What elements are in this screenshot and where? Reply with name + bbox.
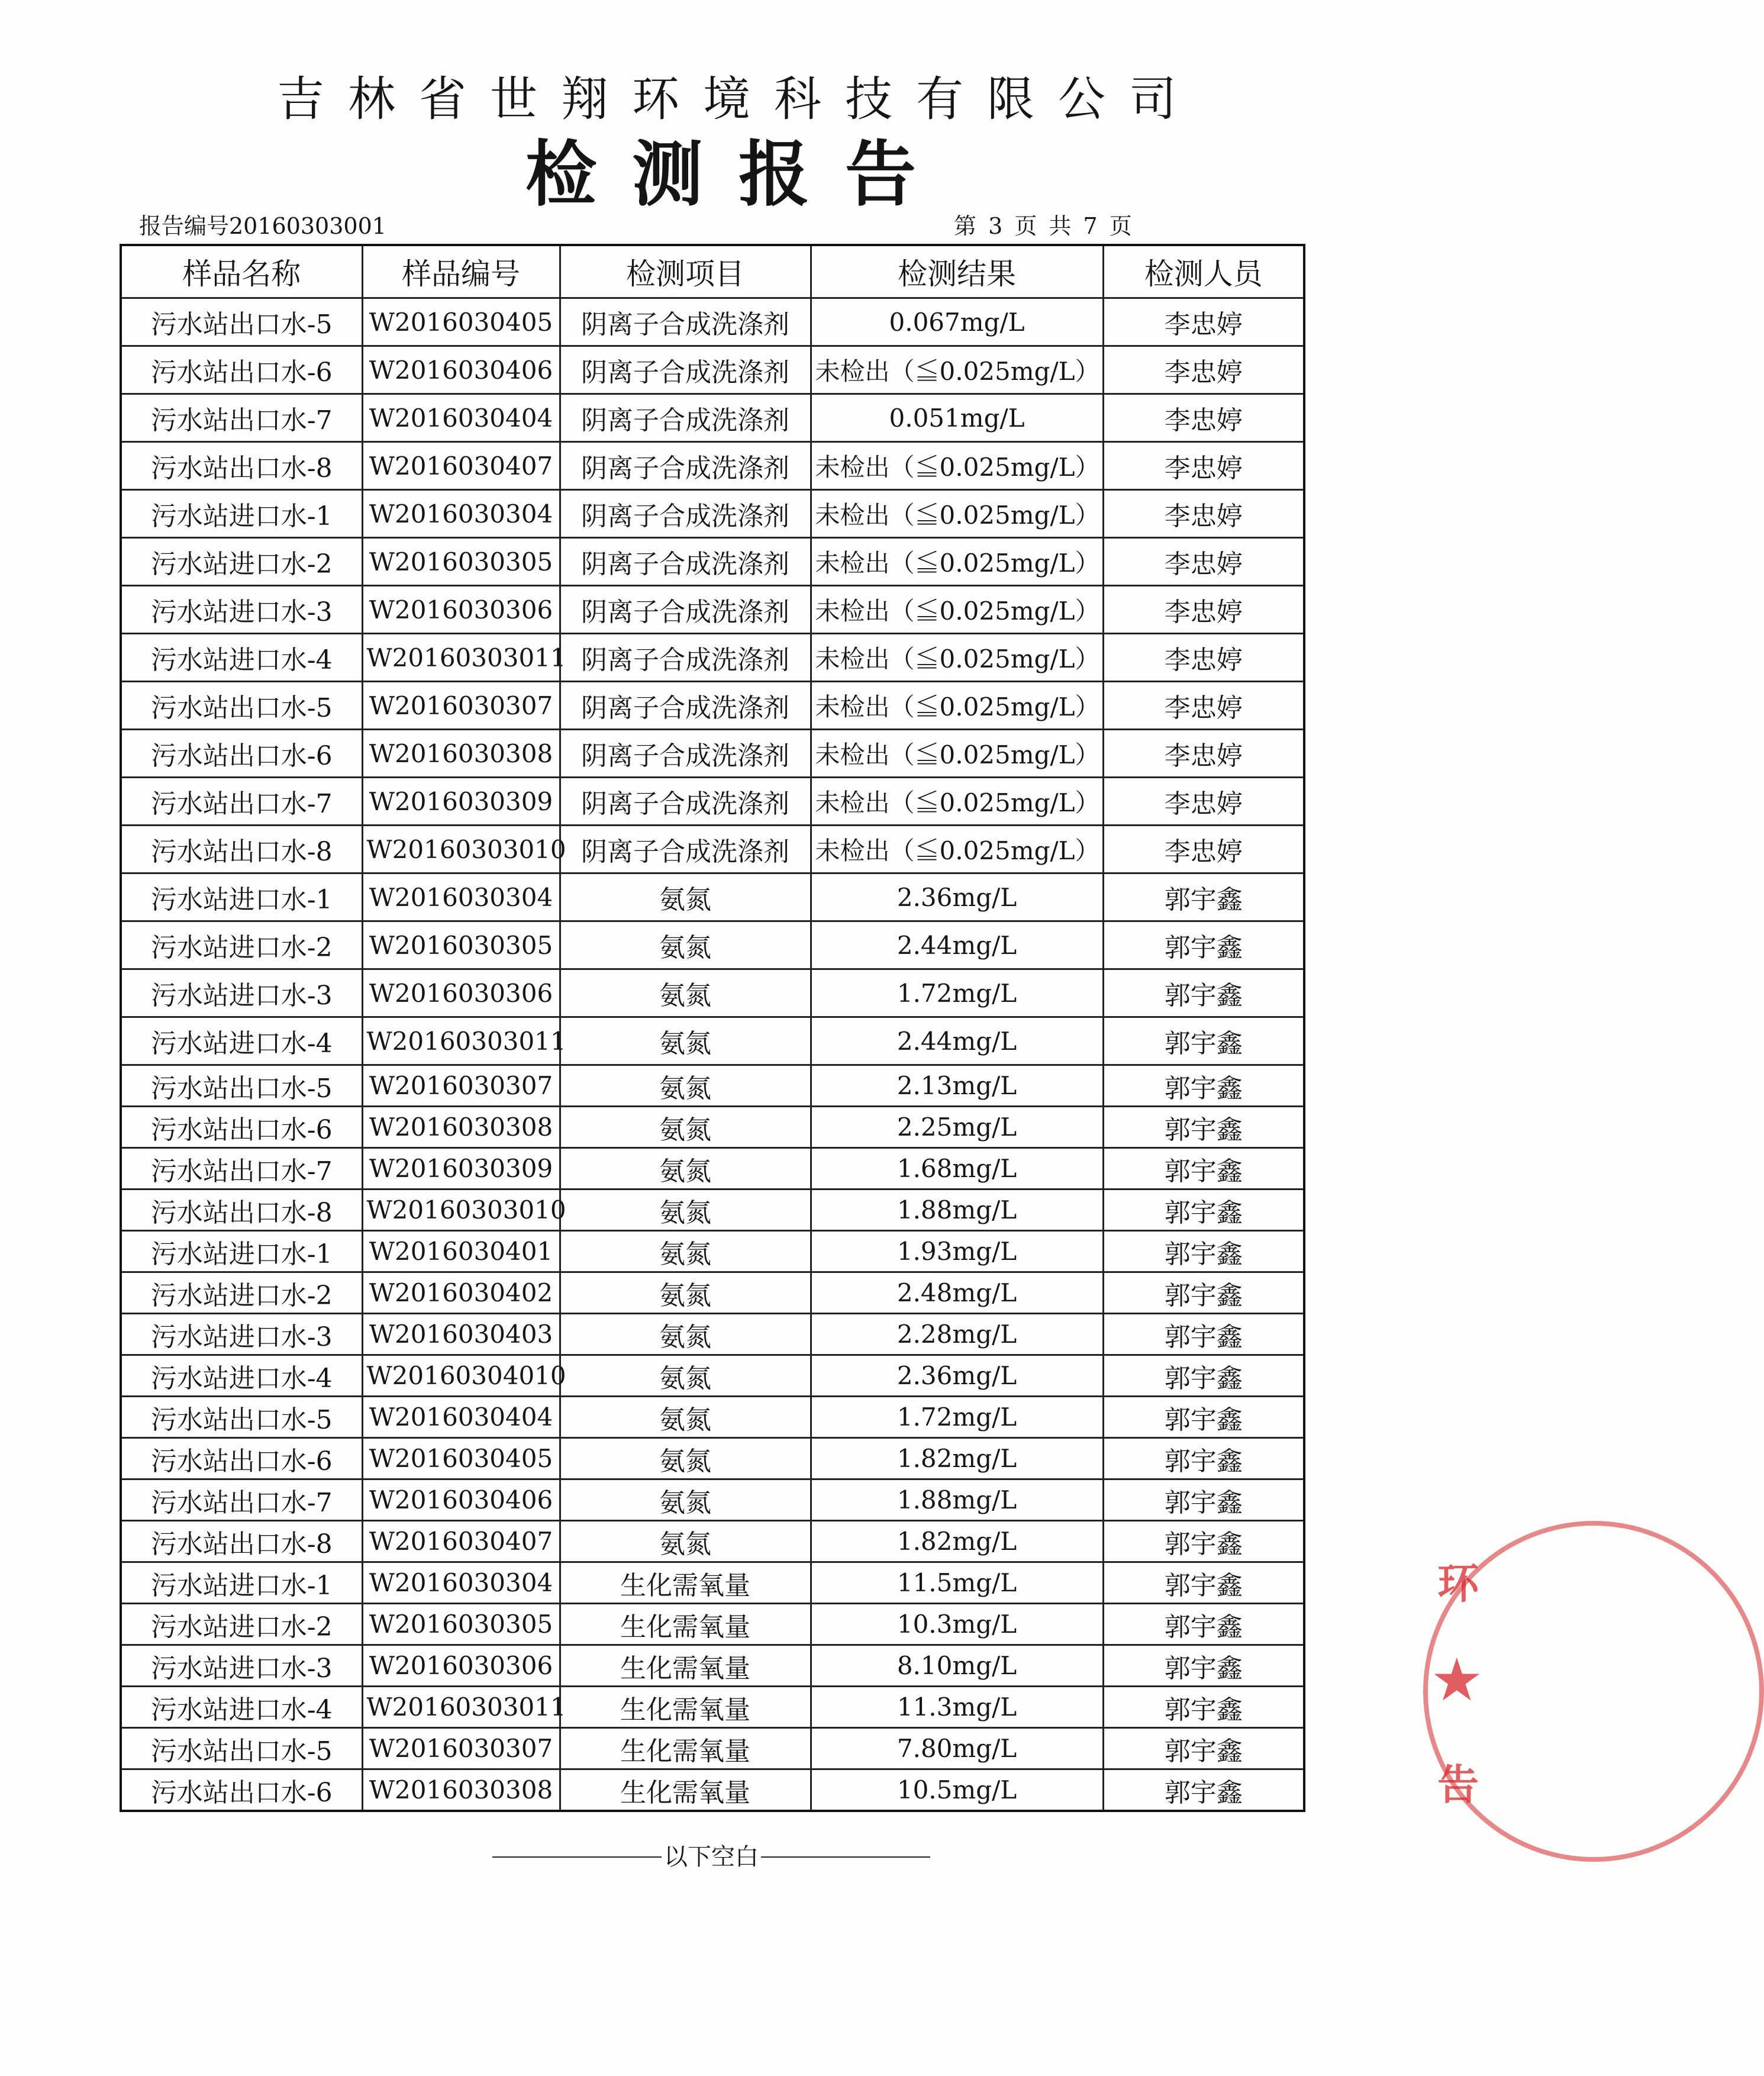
table-row: [121, 1604, 1304, 1645]
test-item-cell: 氨氮: [560, 1438, 811, 1479]
test-item-cell: 阴离子合成洗涤剂: [560, 394, 811, 442]
test-result-cell: 未检出（≦0.025mg/L）: [811, 826, 1103, 873]
test-result-cell: 2.48mg/L: [811, 1272, 1103, 1314]
table-row: [121, 1479, 1304, 1521]
test-result-cell: 10.5mg/L: [811, 1769, 1103, 1811]
test-item-cell: 生化需氧量: [560, 1687, 811, 1728]
tester-cell: 郭宇鑫: [1103, 1479, 1304, 1521]
table-row: [121, 586, 1304, 634]
test-result-cell: 0.067mg/L: [811, 298, 1103, 346]
sample-name-cell: 污水站进口水-2: [121, 1604, 362, 1645]
test-result-cell: 2.28mg/L: [811, 1314, 1103, 1355]
test-item-cell: 阴离子合成洗涤剂: [560, 586, 811, 634]
sample-id-cell: W20160303011: [362, 1017, 560, 1065]
sample-id-cell: W20160303010: [362, 826, 560, 873]
sample-id-cell: W2016030403: [362, 1314, 560, 1355]
test-result-cell: 未检出（≦0.025mg/L）: [811, 586, 1103, 634]
sample-name-cell: 污水站进口水-4: [121, 1687, 362, 1728]
sample-name-cell: 污水站进口水-3: [121, 586, 362, 634]
test-item-cell: 氨氮: [560, 1107, 811, 1148]
test-item-cell: 氨氮: [560, 873, 811, 921]
sample-id-cell: W20160303011: [362, 1687, 560, 1728]
tester-cell: 郭宇鑫: [1103, 1314, 1304, 1355]
table-row: [121, 1687, 1304, 1728]
table-row: [121, 1189, 1304, 1231]
tester-cell: 李忠婷: [1103, 682, 1304, 730]
table-row: [121, 1107, 1304, 1148]
test-item-cell: 生化需氧量: [560, 1562, 811, 1604]
test-result-cell: 2.36mg/L: [811, 1355, 1103, 1397]
blank-below-marker: [492, 1840, 930, 1874]
tester-cell: 郭宇鑫: [1103, 1231, 1304, 1272]
sample-id-cell: W2016030306: [362, 1645, 560, 1687]
table-row: [121, 634, 1304, 682]
company-seal-stamp: [1423, 1521, 1484, 1852]
test-item-cell: 氨氮: [560, 969, 811, 1017]
table-row: [121, 921, 1304, 969]
test-item-cell: 氨氮: [560, 1521, 811, 1562]
sample-id-cell: W20160304010: [362, 1355, 560, 1397]
tester-cell: 郭宇鑫: [1103, 1355, 1304, 1397]
sample-id-cell: W2016030304: [362, 490, 560, 538]
test-result-cell: 未检出（≦0.025mg/L）: [811, 442, 1103, 490]
table-row: [121, 1645, 1304, 1687]
divider-line-left: [492, 1856, 662, 1858]
table-row: [121, 1562, 1304, 1604]
test-result-cell: 未检出（≦0.025mg/L）: [811, 682, 1103, 730]
sample-name-cell: 污水站进口水-1: [121, 1562, 362, 1604]
test-item-cell: 氨氮: [560, 1397, 811, 1438]
sample-name-cell: 污水站进口水-1: [121, 873, 362, 921]
test-result-cell: 1.72mg/L: [811, 1397, 1103, 1438]
tester-cell: 李忠婷: [1103, 730, 1304, 778]
test-result-cell: 未检出（≦0.025mg/L）: [811, 490, 1103, 538]
test-item-cell: 氨氮: [560, 1272, 811, 1314]
tester-cell: 郭宇鑫: [1103, 1107, 1304, 1148]
test-result-cell: 未检出（≦0.025mg/L）: [811, 778, 1103, 826]
tester-cell: 李忠婷: [1103, 346, 1304, 394]
sample-name-cell: 污水站出口水-5: [121, 682, 362, 730]
sample-id-cell: W2016030307: [362, 1728, 560, 1769]
test-result-cell: 10.3mg/L: [811, 1604, 1103, 1645]
sample-name-cell: 污水站出口水-5: [121, 1397, 362, 1438]
sample-name-cell: 污水站出口水-5: [121, 1065, 362, 1107]
sample-id-cell: W2016030309: [362, 778, 560, 826]
sample-id-cell: W2016030405: [362, 1438, 560, 1479]
tester-cell: 郭宇鑫: [1103, 1189, 1304, 1231]
tester-cell: 郭宇鑫: [1103, 1521, 1304, 1562]
test-item-cell: 阴离子合成洗涤剂: [560, 682, 811, 730]
test-item-cell: 阴离子合成洗涤剂: [560, 634, 811, 682]
sample-id-cell: W2016030407: [362, 1521, 560, 1562]
tester-cell: 李忠婷: [1103, 298, 1304, 346]
sample-name-cell: 污水站出口水-7: [121, 1479, 362, 1521]
table-row: [121, 778, 1304, 826]
test-result-cell: 8.10mg/L: [811, 1645, 1103, 1687]
seal-glyph: 告: [1437, 1760, 1479, 1809]
table-row: [121, 1397, 1304, 1438]
sample-id-cell: W20160303011: [362, 634, 560, 682]
results-table: [120, 244, 1305, 1812]
sample-id-cell: W2016030308: [362, 730, 560, 778]
test-item-cell: 生化需氧量: [560, 1604, 811, 1645]
sample-name-cell: 污水站出口水-7: [121, 778, 362, 826]
test-result-cell: 11.5mg/L: [811, 1562, 1103, 1604]
sample-id-cell: W2016030306: [362, 586, 560, 634]
sample-name-cell: 污水站进口水-4: [121, 634, 362, 682]
sample-id-cell: W2016030305: [362, 1604, 560, 1645]
table-row: [121, 1355, 1304, 1397]
sample-name-cell: 污水站出口水-8: [121, 1521, 362, 1562]
sample-name-cell: 污水站进口水-1: [121, 1231, 362, 1272]
test-item-cell: 阴离子合成洗涤剂: [560, 538, 811, 586]
sample-id-cell: W20160303010: [362, 1189, 560, 1231]
test-item-cell: 生化需氧量: [560, 1645, 811, 1687]
sample-id-cell: W2016030305: [362, 538, 560, 586]
sample-id-cell: W2016030407: [362, 442, 560, 490]
column-header-test-result: 检测结果: [811, 245, 1103, 298]
test-item-cell: 阴离子合成洗涤剂: [560, 298, 811, 346]
table-row: [121, 969, 1304, 1017]
tester-cell: 李忠婷: [1103, 634, 1304, 682]
test-item-cell: 氨氮: [560, 1189, 811, 1231]
table-row: [121, 1231, 1304, 1272]
seal-star-icon: ★: [1430, 1645, 1484, 1714]
sample-name-cell: 污水站出口水-7: [121, 394, 362, 442]
table-row: [121, 1521, 1304, 1562]
tester-cell: 郭宇鑫: [1103, 969, 1304, 1017]
test-item-cell: 氨氮: [560, 1017, 811, 1065]
test-result-cell: 7.80mg/L: [811, 1728, 1103, 1769]
tester-cell: 郭宇鑫: [1103, 1272, 1304, 1314]
table-row: [121, 682, 1304, 730]
test-result-cell: 1.72mg/L: [811, 969, 1103, 1017]
sample-name-cell: 污水站出口水-6: [121, 346, 362, 394]
sample-name-cell: 污水站出口水-8: [121, 1189, 362, 1231]
sample-name-cell: 污水站进口水-2: [121, 538, 362, 586]
test-item-cell: 氨氮: [560, 1355, 811, 1397]
sample-name-cell: 污水站进口水-2: [121, 921, 362, 969]
sample-id-cell: W2016030402: [362, 1272, 560, 1314]
test-result-cell: 2.36mg/L: [811, 873, 1103, 921]
test-result-cell: 2.13mg/L: [811, 1065, 1103, 1107]
test-item-cell: 阴离子合成洗涤剂: [560, 826, 811, 873]
tester-cell: 郭宇鑫: [1103, 873, 1304, 921]
tester-cell: 郭宇鑫: [1103, 1687, 1304, 1728]
test-result-cell: 1.88mg/L: [811, 1189, 1103, 1231]
sample-name-cell: 污水站进口水-2: [121, 1272, 362, 1314]
test-result-cell: 2.44mg/L: [811, 1017, 1103, 1065]
company-name: 吉林省世翔环境科技有限公司: [277, 72, 1200, 127]
sample-id-cell: W2016030307: [362, 682, 560, 730]
table-row: [121, 730, 1304, 778]
tester-cell: 李忠婷: [1103, 826, 1304, 873]
test-item-cell: 阴离子合成洗涤剂: [560, 730, 811, 778]
sample-id-cell: W2016030309: [362, 1148, 560, 1189]
blank-below-text: 以下空白: [664, 1843, 759, 1871]
sample-id-cell: W2016030304: [362, 873, 560, 921]
test-result-cell: 0.051mg/L: [811, 394, 1103, 442]
test-item-cell: 阴离子合成洗涤剂: [560, 346, 811, 394]
sample-id-cell: W2016030405: [362, 298, 560, 346]
sample-id-cell: W2016030401: [362, 1231, 560, 1272]
test-item-cell: 氨氮: [560, 1231, 811, 1272]
sample-id-cell: W2016030307: [362, 1065, 560, 1107]
test-result-cell: 未检出（≦0.025mg/L）: [811, 730, 1103, 778]
test-result-cell: 未检出（≦0.025mg/L）: [811, 538, 1103, 586]
test-result-cell: 2.44mg/L: [811, 921, 1103, 969]
sample-id-cell: W2016030404: [362, 394, 560, 442]
test-item-cell: 阴离子合成洗涤剂: [560, 778, 811, 826]
seal-glyph: 环: [1437, 1559, 1479, 1608]
table-row: [121, 873, 1304, 921]
test-item-cell: 氨氮: [560, 921, 811, 969]
sample-name-cell: 污水站出口水-6: [121, 730, 362, 778]
table-row: [121, 1272, 1304, 1314]
tester-cell: 郭宇鑫: [1103, 1148, 1304, 1189]
sample-id-cell: W2016030308: [362, 1769, 560, 1811]
sample-id-cell: W2016030406: [362, 346, 560, 394]
sample-name-cell: 污水站进口水-3: [121, 1314, 362, 1355]
tester-cell: 李忠婷: [1103, 586, 1304, 634]
table-body: [121, 298, 1304, 1811]
sample-name-cell: 污水站出口水-7: [121, 1148, 362, 1189]
test-item-cell: 氨氮: [560, 1479, 811, 1521]
table-row: [121, 1314, 1304, 1355]
column-header-test-item: 检测项目: [560, 245, 811, 298]
table-row: [121, 826, 1304, 873]
column-header-tester: 检测人员: [1103, 245, 1304, 298]
sample-name-cell: 污水站进口水-4: [121, 1355, 362, 1397]
test-result-cell: 11.3mg/L: [811, 1687, 1103, 1728]
sample-id-cell: W2016030305: [362, 921, 560, 969]
report-title: 检测报告: [525, 133, 952, 216]
table-row: [121, 442, 1304, 490]
tester-cell: 郭宇鑫: [1103, 1604, 1304, 1645]
sample-id-cell: W2016030308: [362, 1107, 560, 1148]
tester-cell: 李忠婷: [1103, 490, 1304, 538]
table-row: [121, 1769, 1304, 1811]
test-item-cell: 氨氮: [560, 1148, 811, 1189]
sample-name-cell: 污水站出口水-8: [121, 826, 362, 873]
table-row: [121, 1065, 1304, 1107]
sample-name-cell: 污水站进口水-1: [121, 490, 362, 538]
sample-name-cell: 污水站进口水-3: [121, 1645, 362, 1687]
column-header-sample-name: 样品名称: [121, 245, 362, 298]
test-result-cell: 1.82mg/L: [811, 1521, 1103, 1562]
sample-name-cell: 污水站出口水-8: [121, 442, 362, 490]
test-result-cell: 1.88mg/L: [811, 1479, 1103, 1521]
table-row: [121, 1438, 1304, 1479]
tester-cell: 李忠婷: [1103, 442, 1304, 490]
sample-name-cell: 污水站出口水-5: [121, 298, 362, 346]
test-item-cell: 氨氮: [560, 1314, 811, 1355]
tester-cell: 李忠婷: [1103, 394, 1304, 442]
test-item-cell: 生化需氧量: [560, 1728, 811, 1769]
table-row: [121, 1148, 1304, 1189]
table-row: [121, 490, 1304, 538]
tester-cell: 郭宇鑫: [1103, 1017, 1304, 1065]
table-header-row: [121, 245, 1304, 298]
table-row: [121, 1017, 1304, 1065]
tester-cell: 郭宇鑫: [1103, 1397, 1304, 1438]
sample-name-cell: 污水站出口水-6: [121, 1438, 362, 1479]
tester-cell: 郭宇鑫: [1103, 1645, 1304, 1687]
tester-cell: 郭宇鑫: [1103, 1065, 1304, 1107]
test-item-cell: 阴离子合成洗涤剂: [560, 442, 811, 490]
tester-cell: 李忠婷: [1103, 778, 1304, 826]
tester-cell: 郭宇鑫: [1103, 1769, 1304, 1811]
sample-name-cell: 污水站进口水-4: [121, 1017, 362, 1065]
tester-cell: 郭宇鑫: [1103, 1562, 1304, 1604]
tester-cell: 郭宇鑫: [1103, 1438, 1304, 1479]
test-result-cell: 2.25mg/L: [811, 1107, 1103, 1148]
sample-id-cell: W2016030304: [362, 1562, 560, 1604]
sample-id-cell: W2016030404: [362, 1397, 560, 1438]
test-result-cell: 1.68mg/L: [811, 1148, 1103, 1189]
tester-cell: 李忠婷: [1103, 538, 1304, 586]
divider-line-right: [761, 1856, 930, 1858]
sample-id-cell: W2016030406: [362, 1479, 560, 1521]
page-indicator: 第 3 页 共 7 页: [954, 213, 1132, 239]
sample-name-cell: 污水站出口水-6: [121, 1107, 362, 1148]
test-result-cell: 未检出（≦0.025mg/L）: [811, 346, 1103, 394]
table-row: [121, 1728, 1304, 1769]
sample-id-cell: W2016030306: [362, 969, 560, 1017]
table-row: [121, 346, 1304, 394]
sample-name-cell: 污水站进口水-3: [121, 969, 362, 1017]
column-header-sample-id: 样品编号: [362, 245, 560, 298]
sample-name-cell: 污水站出口水-5: [121, 1728, 362, 1769]
test-item-cell: 阴离子合成洗涤剂: [560, 490, 811, 538]
test-item-cell: 生化需氧量: [560, 1769, 811, 1811]
sample-name-cell: 污水站出口水-6: [121, 1769, 362, 1811]
test-result-cell: 1.93mg/L: [811, 1231, 1103, 1272]
test-result-cell: 1.82mg/L: [811, 1438, 1103, 1479]
report-number: 报告编号20160303001: [139, 213, 386, 239]
tester-cell: 郭宇鑫: [1103, 1728, 1304, 1769]
table-row: [121, 394, 1304, 442]
test-item-cell: 氨氮: [560, 1065, 811, 1107]
table-row: [121, 538, 1304, 586]
tester-cell: 郭宇鑫: [1103, 921, 1304, 969]
test-result-cell: 未检出（≦0.025mg/L）: [811, 634, 1103, 682]
table-row: [121, 298, 1304, 346]
